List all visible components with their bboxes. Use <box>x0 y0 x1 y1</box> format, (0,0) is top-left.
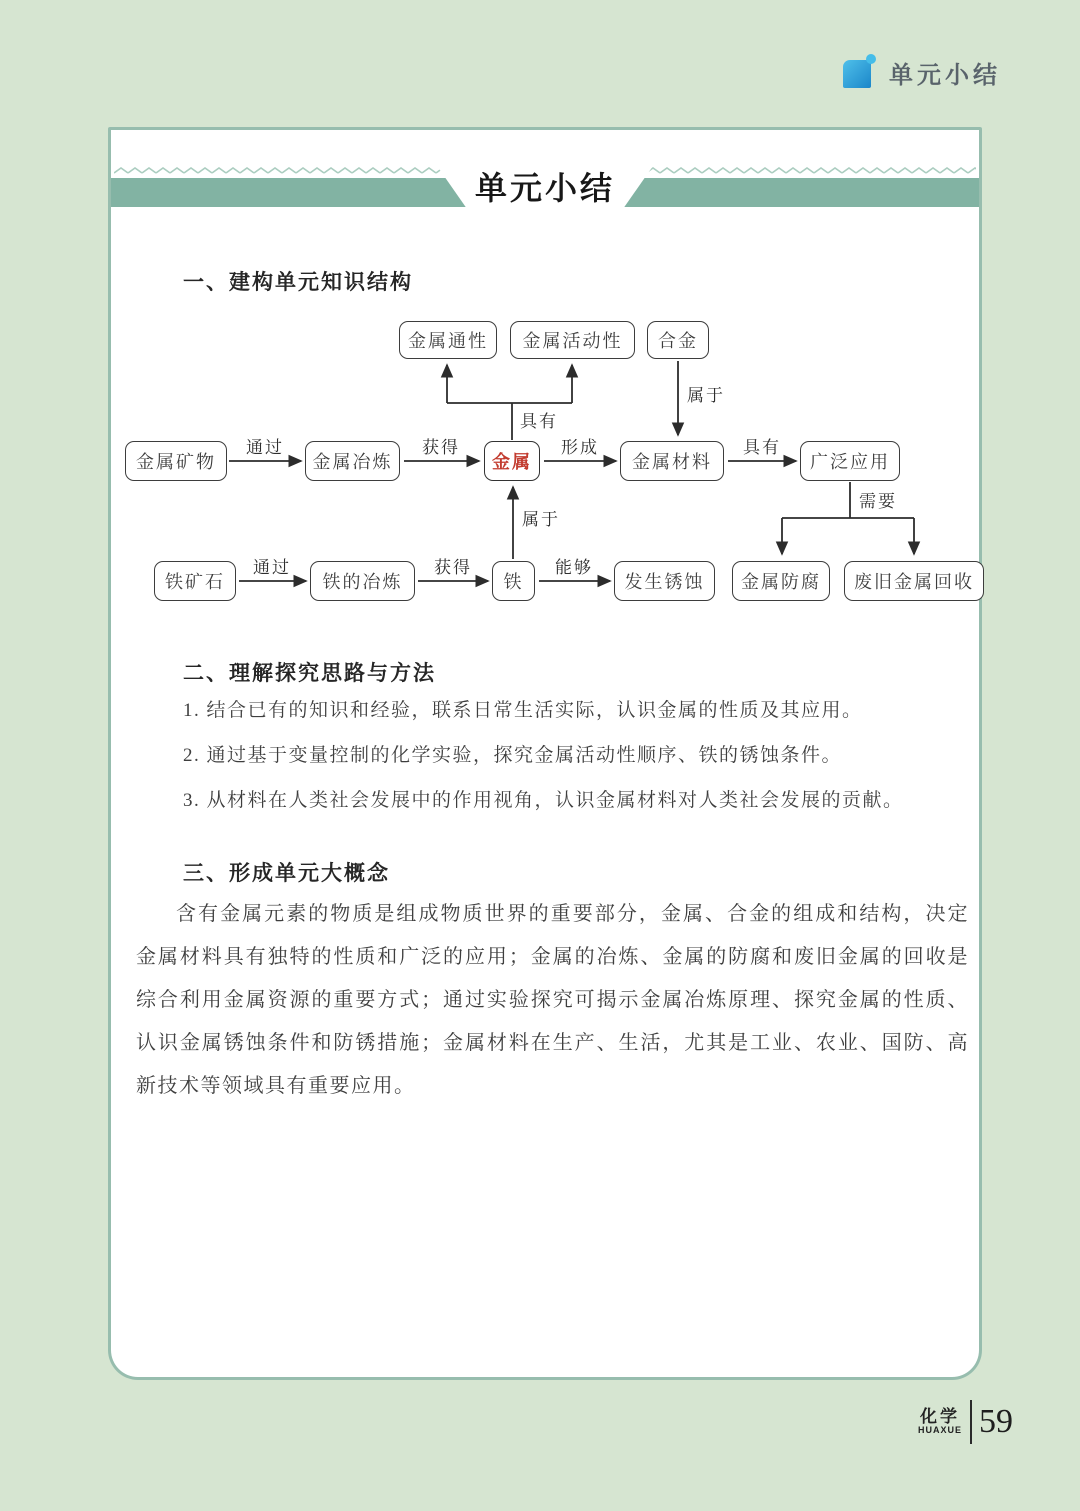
edge-label-belongs-iron: 属于 <box>522 510 560 529</box>
node-metal-minerals: 金属矿物 <box>125 441 227 481</box>
edge-label-have-top: 具有 <box>520 412 558 431</box>
edge-label-need: 需要 <box>859 492 897 511</box>
edge-label-via-1: 通过 <box>246 438 284 457</box>
method-item-2: 2. 通过基于变量控制的化学实验，探究金属活动性顺序、铁的锈蚀条件。 <box>183 745 843 766</box>
node-scrap-metal-recycling: 废旧金属回收 <box>844 561 984 601</box>
node-alloy: 合金 <box>647 321 709 359</box>
knowledge-flowchart <box>125 313 985 613</box>
node-metal: 金属 <box>484 441 540 481</box>
blue-square-icon <box>843 57 874 88</box>
blue-square <box>843 60 871 88</box>
edge-label-via-2: 通过 <box>253 558 291 577</box>
footer-subject-cn: 化学 <box>920 1406 960 1426</box>
node-iron-smelting: 铁的冶炼 <box>310 561 415 601</box>
edge-label-belongs-alloy: 属于 <box>687 386 725 405</box>
edge-label-obtain-1: 获得 <box>422 438 460 457</box>
edge-label-form: 形成 <box>561 438 599 457</box>
blue-dot <box>866 54 876 64</box>
node-metal-general-properties: 金属通性 <box>399 321 497 359</box>
running-head <box>843 55 1001 90</box>
node-metal-activity: 金属活动性 <box>510 321 635 359</box>
node-metal-materials: 金属材料 <box>620 441 724 481</box>
footer-divider <box>970 1400 972 1444</box>
page-title: 单元小结 <box>474 170 616 206</box>
method-item-3: 3. 从材料在人类社会发展中的作用视角，认识金属材料对人类社会发展的贡献。 <box>183 790 904 811</box>
edge-label-obtain-2: 获得 <box>434 558 472 577</box>
node-rusting: 发生锈蚀 <box>614 561 715 601</box>
section2-heading: 二、理解探究思路与方法 <box>183 662 436 685</box>
section1-heading: 一、建构单元知识结构 <box>183 271 413 294</box>
page-number: 59 <box>979 1403 1014 1440</box>
footer-subject <box>918 1408 962 1437</box>
section3-heading: 三、形成单元大概念 <box>183 862 390 885</box>
page-footer <box>918 1400 1013 1444</box>
node-iron: 铁 <box>492 561 535 601</box>
footer-subject-pinyin: HUAXUE <box>918 1425 963 1436</box>
node-wide-application: 广泛应用 <box>800 441 900 481</box>
node-iron-ore: 铁矿石 <box>154 561 236 601</box>
page-card <box>108 127 982 1380</box>
node-metal-smelting: 金属冶炼 <box>305 441 400 481</box>
running-head-label: 单元小结 <box>889 62 1001 89</box>
edge-label-able: 能够 <box>555 558 593 577</box>
big-concept-paragraph: 含有金属元素的物质是组成物质世界的重要部分，金属、合金的组成和结构，决定金属材料具有独特的性质和广泛的应用；金属的冶炼、金属的防腐和废旧金属的回收是综合利用金属资源的重要方式；通过实验探究可揭示金属冶炼原理、探究金属的性质、认识金属锈蚀条件和防锈措施；金属材料在生产、生活，尤其是工业、农业、国防、高新技术等领域具有重要应用。 <box>136 903 969 1097</box>
method-item-1: 1. 结合已有的知识和经验，联系日常生活实际，认识金属的性质及其应用。 <box>183 700 863 721</box>
edge-label-have: 具有 <box>743 438 781 457</box>
node-metal-anticorrosion: 金属防腐 <box>732 561 830 601</box>
